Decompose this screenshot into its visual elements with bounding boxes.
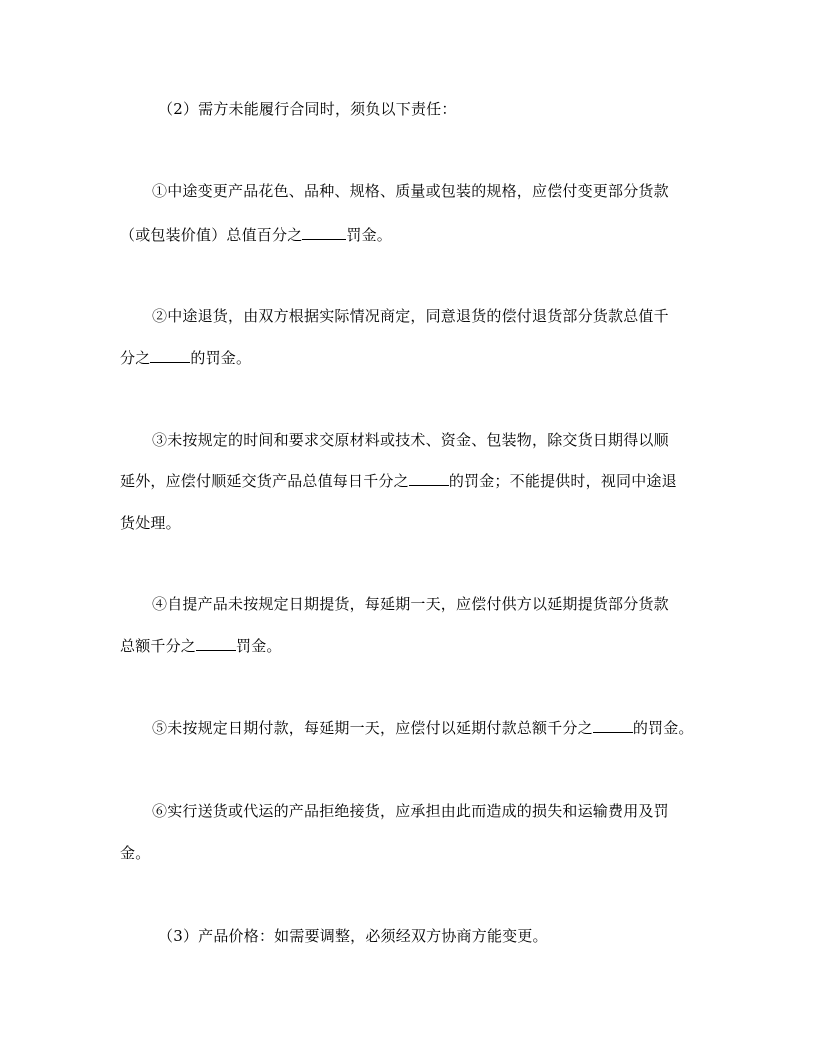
item-2-line-1: ②中途退货，由双方根据实际情况商定，同意退货的偿付退货部分货款总值千 [152, 307, 669, 325]
item-4-text-after-blank: 罚金。 [236, 637, 282, 655]
item-1-line-2 [120, 225, 392, 245]
item-2-text-before-blank: 分之 [120, 349, 151, 367]
item-6-line-1: ⑥实行送货或代运的产品拒绝接货，应承担由此而造成的损失和运输费用及罚 [152, 802, 669, 820]
item-2-text-after-blank: 的罚金。 [190, 349, 252, 367]
item-3-text-before-blank: 延外，应偿付顺延交货产品总值每日千分之 [120, 472, 409, 490]
section-2-heading: （2）需方未能履行合同时，须负以下责任： [158, 100, 457, 118]
item-6-line-2: 金。 [120, 844, 151, 862]
item-3-fill-blank [409, 471, 449, 486]
item-3-line-2 [120, 471, 677, 491]
item-4-line-2 [120, 636, 282, 656]
item-3-line-3: 货处理。 [120, 514, 181, 532]
item-3-line-1: ③未按规定的时间和要求交原材料或技术、资金、包装物，除交货日期得以顺 [152, 431, 669, 449]
item-4-line-1: ④自提产品未按规定日期提货，每延期一天，应偿付供方以延期提货部分货款 [152, 595, 669, 613]
item-5-fill-blank [593, 718, 633, 733]
item-3-text-after-blank: 的罚金；不能提供时，视同中途退 [448, 472, 677, 490]
item-1-text-after-blank: 罚金。 [346, 226, 393, 244]
item-5-line-1 [152, 718, 694, 738]
item-5-text-after-blank: 的罚金。 [632, 719, 694, 737]
item-1-line-1: ①中途变更产品花色、品种、规格、质量或包装的规格，应偿付变更部分货款 [152, 182, 669, 200]
item-1-fill-blank [302, 225, 346, 240]
item-2-line-2 [120, 348, 251, 368]
item-4-text-before-blank: 总额千分之 [120, 637, 197, 655]
section-3-heading: （3）产品价格：如需要调整，必须经双方协商方能变更。 [158, 927, 548, 945]
item-4-fill-blank [196, 636, 236, 651]
item-2-fill-blank [150, 348, 190, 363]
item-5-text-before-blank: ⑤未按规定日期付款，每延期一天，应偿付以延期付款总额千分之 [152, 719, 593, 737]
item-1-text-before-blank: （或包装价值）总值百分之 [120, 226, 303, 244]
